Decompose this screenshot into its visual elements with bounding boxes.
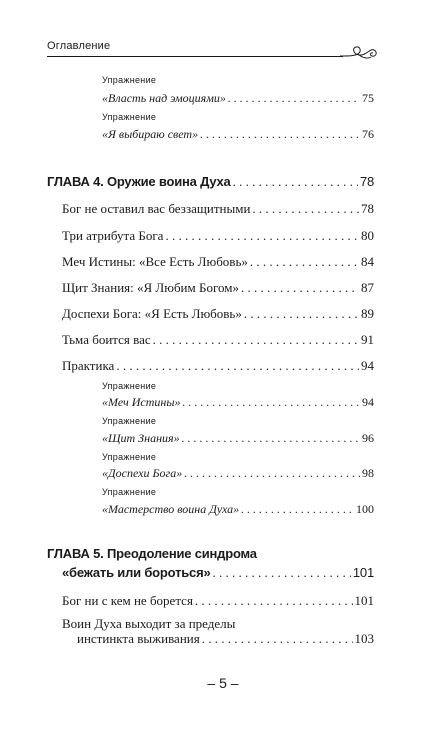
leader-dots bbox=[241, 280, 359, 296]
toc-entry-section[interactable] bbox=[62, 228, 374, 244]
entry-title: «Власть над эмоциями» bbox=[102, 91, 226, 105]
entry-page: 101 bbox=[352, 565, 374, 580]
header-title: Оглавление bbox=[47, 40, 111, 52]
entry-page: 89 bbox=[361, 306, 374, 321]
exercise-label: Упражнение bbox=[102, 487, 157, 497]
toc-entry-exercise[interactable] bbox=[102, 466, 374, 481]
toc-entry-exercise[interactable] bbox=[102, 395, 374, 410]
entry-page: 84 bbox=[361, 254, 374, 269]
entry-page: 75 bbox=[362, 91, 374, 105]
exercise-label: Упражнение bbox=[102, 452, 157, 462]
exercise-label: Упражнение bbox=[102, 381, 157, 391]
chapter-title-line2: «бежать или бороться» bbox=[62, 565, 211, 580]
entry-title: Бог ни с кем не борется bbox=[62, 593, 193, 608]
toc-entry-section[interactable] bbox=[77, 631, 374, 647]
leader-dots bbox=[165, 228, 359, 244]
entry-title: Тьма боится вас bbox=[62, 332, 151, 347]
toc-entry-section[interactable] bbox=[62, 280, 374, 296]
entry-title: «Доспехи Бога» bbox=[102, 466, 183, 480]
toc-entry-exercise[interactable] bbox=[102, 91, 374, 106]
entry-page: 87 bbox=[361, 280, 374, 295]
entry-page: 96 bbox=[362, 431, 374, 445]
entry-title: «Я выбираю свет» bbox=[102, 127, 199, 141]
entry-page: 76 bbox=[362, 127, 374, 141]
toc-entry-exercise[interactable] bbox=[102, 431, 374, 446]
flourish-ornament-icon bbox=[340, 42, 380, 64]
leader-dots bbox=[182, 395, 360, 410]
entry-title: Практика bbox=[62, 358, 115, 373]
leader-dots bbox=[244, 306, 359, 322]
chapter-title: ГЛАВА 4. Оружие воина Духа bbox=[47, 174, 231, 189]
toc-entry-section[interactable] bbox=[62, 306, 374, 322]
header-rule bbox=[47, 56, 343, 57]
exercise-label: Упражнение bbox=[102, 112, 157, 122]
leader-dots bbox=[241, 502, 354, 517]
entry-page: 78 bbox=[361, 201, 374, 216]
leader-dots bbox=[250, 254, 359, 270]
toc-entry-section[interactable] bbox=[62, 358, 374, 374]
toc-entry-exercise[interactable] bbox=[102, 502, 374, 517]
leader-dots bbox=[116, 358, 359, 374]
entry-page: 80 bbox=[361, 228, 374, 243]
entry-page: 103 bbox=[354, 631, 374, 646]
entry-title: «Мастерство воина Духа» bbox=[102, 502, 240, 516]
section-title-line1[interactable]: Воин Духа выходит за пределы bbox=[62, 616, 236, 631]
entry-title: «Меч Истины» bbox=[102, 395, 181, 409]
leader-dots bbox=[184, 466, 360, 481]
leader-dots bbox=[252, 201, 359, 217]
toc-entry-section[interactable] bbox=[62, 332, 374, 348]
toc-entry-section[interactable] bbox=[62, 254, 374, 270]
exercise-label: Упражнение bbox=[102, 416, 157, 426]
entry-page: 101 bbox=[354, 593, 374, 608]
leader-dots bbox=[212, 565, 350, 581]
chapter-title-line1[interactable]: ГЛАВА 5. Преодоление синдрома bbox=[47, 546, 257, 561]
exercise-label: Упражнение bbox=[102, 75, 157, 85]
entry-title: Три атрибута Бога bbox=[62, 228, 164, 243]
entry-page: 78 bbox=[359, 174, 374, 189]
toc-entry-exercise[interactable] bbox=[102, 127, 374, 142]
entry-page: 91 bbox=[361, 332, 374, 347]
entry-title: Доспехи Бога: «Я Есть Любовь» bbox=[62, 306, 242, 321]
section-title-line2: инстинкта выживания bbox=[77, 631, 200, 646]
toc-entry-chapter[interactable] bbox=[47, 174, 374, 190]
leader-dots bbox=[233, 174, 358, 190]
toc-entry-section[interactable] bbox=[62, 201, 374, 217]
entry-title: Щит Знания: «Я Любим Богом» bbox=[62, 280, 239, 295]
entry-title: Бог не оставил вас беззащитными bbox=[62, 201, 251, 216]
entry-page: 98 bbox=[362, 466, 374, 480]
leader-dots bbox=[195, 593, 353, 609]
leader-dots bbox=[202, 631, 353, 647]
toc-entry-chapter[interactable] bbox=[62, 565, 374, 581]
entry-title: Меч Истины: «Все Есть Любовь» bbox=[62, 254, 248, 269]
leader-dots bbox=[153, 332, 359, 348]
entry-page: 100 bbox=[356, 502, 374, 516]
toc-entry-section[interactable] bbox=[62, 593, 374, 609]
entry-page: 94 bbox=[362, 395, 374, 409]
leader-dots bbox=[228, 91, 360, 106]
leader-dots bbox=[200, 127, 360, 142]
entry-page: 94 bbox=[361, 358, 374, 373]
leader-dots bbox=[182, 431, 360, 446]
entry-title: «Щит Знания» bbox=[102, 431, 180, 445]
page-number: – 5 – bbox=[207, 675, 239, 691]
